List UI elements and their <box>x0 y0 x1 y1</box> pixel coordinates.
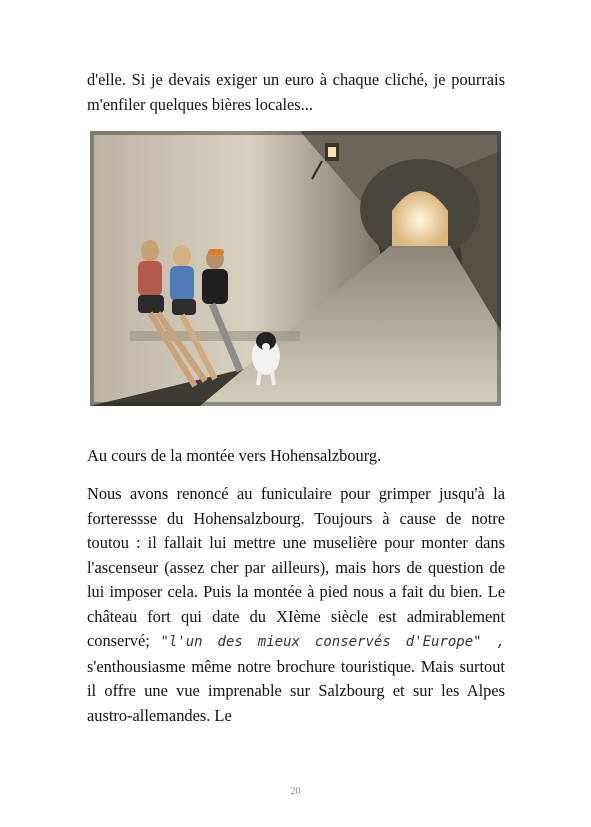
photo-illustration <box>90 131 501 406</box>
body-paragraph-text <box>87 482 505 728</box>
brochure-quote: "l'un des mieux conservés d'Europe" , <box>160 634 505 650</box>
top-paragraph-text: d'elle. Si je devais exiger un euro à chaque cliché, je pourrais m'enfiler quelques bières locales... <box>87 70 505 114</box>
photo-tunnel-with-people-and-dog <box>90 131 501 406</box>
body-paragraph-part2: s'enthousiasme même notre brochure touristique. Mais surtout il offre une vue imprenable sur Salzbourg et sur les Alpes austro-allemandes. Le <box>87 656 505 725</box>
top-paragraph <box>87 68 505 117</box>
photo-caption <box>87 444 505 469</box>
body-paragraph <box>87 482 505 728</box>
body-paragraph-part1: Nous avons renoncé au funiculaire pour grimper jusqu'à la forteressse du Hohensalzbourg. Toujours à cause de notre toutou : il fallait lui mettre une muselière pour monter dans l'ascenseur (assez cher par ailleurs), mais hors de question de lui imposer cela. Puis la montée à pied nous a fait du bien. Le château fort qui date du XIème siècle est admirablement conservé; <box>87 484 505 650</box>
page-number: 20 <box>290 786 301 797</box>
caption-text: Au cours de la montée vers Hohensalzbourg. <box>87 446 382 465</box>
